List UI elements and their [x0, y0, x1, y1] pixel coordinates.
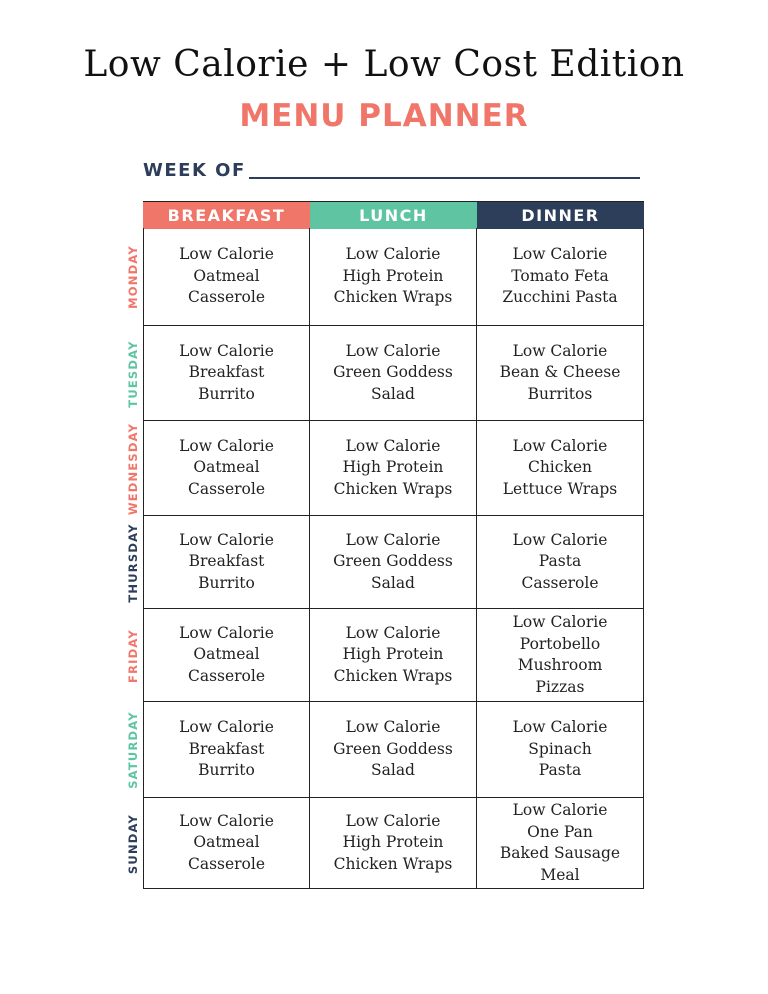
meal-cell-sunday-breakfast [143, 798, 310, 889]
meal-text: Low Calorie Portobello Mushroom Pizzas [512, 613, 608, 696]
meal-text: Low Calorie High Protein Chicken Wraps [333, 245, 453, 307]
meal-text: Low Calorie Breakfast Burrito [179, 530, 274, 592]
meal-cell-thursday-dinner [477, 516, 644, 609]
menu-grid [143, 201, 644, 889]
meal-text: Low Calorie High Protein Chicken Wraps [333, 623, 453, 685]
meal-text: Low Calorie Pasta Casserole [512, 530, 608, 592]
meal-cell-monday-lunch [310, 228, 477, 326]
meal-cell-wednesday-lunch [310, 421, 477, 516]
meal-cell-saturday-dinner [477, 702, 644, 798]
column-header-lunch: LUNCH [310, 201, 477, 229]
day-label-text: TUESDAY [126, 339, 140, 408]
week-of-label: WEEK OF [143, 160, 246, 181]
meal-cell-sunday-lunch [310, 798, 477, 889]
meal-text: Low Calorie High Protein Chicken Wraps [333, 811, 453, 873]
meal-cell-monday-dinner [477, 228, 644, 326]
week-of-blank-line [249, 177, 640, 179]
meal-text: Low Calorie Green Goddess Salad [333, 341, 453, 403]
meal-text: Low Calorie Oatmeal Casserole [179, 811, 274, 873]
meal-cell-tuesday-dinner [477, 326, 644, 421]
meal-text: Low Calorie Chicken Lettuce Wraps [502, 436, 618, 498]
day-label-tuesday [122, 326, 144, 421]
day-label-text: SUNDAY [126, 813, 140, 874]
day-label-text: THURSDAY [126, 522, 140, 603]
meal-cell-saturday-breakfast [143, 702, 310, 798]
meal-text: Low Calorie Bean & Cheese Burritos [499, 341, 621, 403]
day-label-text: MONDAY [126, 245, 140, 309]
meal-text: Low Calorie Oatmeal Casserole [179, 245, 274, 307]
day-label-saturday [122, 702, 144, 798]
meal-cell-sunday-dinner [477, 798, 644, 889]
meal-text: Low Calorie Spinach Pasta [512, 718, 608, 780]
meal-cell-friday-lunch [310, 609, 477, 702]
meal-cell-tuesday-lunch [310, 326, 477, 421]
meal-cell-saturday-lunch [310, 702, 477, 798]
day-label-thursday [122, 516, 144, 609]
meal-cell-thursday-lunch [310, 516, 477, 609]
meal-text: Low Calorie One Pan Baked Sausage Meal [499, 801, 621, 884]
meal-text: Low Calorie Breakfast Burrito [179, 718, 274, 780]
meal-cell-tuesday-breakfast [143, 326, 310, 421]
meal-text: Low Calorie Breakfast Burrito [179, 341, 274, 403]
meal-cell-wednesday-breakfast [143, 421, 310, 516]
column-header-dinner: DINNER [477, 201, 644, 229]
page-title: Low Calorie + Low Cost Edition [83, 44, 685, 85]
meal-text: Low Calorie Tomato Feta Zucchini Pasta [502, 245, 618, 307]
day-label-text: SATURDAY [126, 711, 140, 789]
day-label-text: FRIDAY [126, 628, 140, 683]
day-label-sunday [122, 798, 144, 889]
meal-text: Low Calorie Green Goddess Salad [333, 718, 453, 780]
meal-text: Low Calorie High Protein Chicken Wraps [333, 436, 453, 498]
meal-text: Low Calorie Oatmeal Casserole [179, 436, 274, 498]
page-subtitle: MENU PLANNER [239, 98, 529, 134]
day-label-wednesday [122, 421, 144, 516]
meal-text: Low Calorie Green Goddess Salad [333, 530, 453, 592]
day-label-text: WEDNESDAY [126, 422, 140, 515]
column-header-breakfast: BREAKFAST [143, 201, 310, 229]
day-label-friday [122, 609, 144, 702]
meal-cell-friday-breakfast [143, 609, 310, 702]
meal-cell-wednesday-dinner [477, 421, 644, 516]
week-of-field [143, 160, 640, 182]
day-label-monday [122, 228, 144, 326]
meal-text: Low Calorie Oatmeal Casserole [179, 623, 274, 685]
meal-cell-thursday-breakfast [143, 516, 310, 609]
meal-cell-friday-dinner [477, 609, 644, 702]
meal-cell-monday-breakfast [143, 228, 310, 326]
